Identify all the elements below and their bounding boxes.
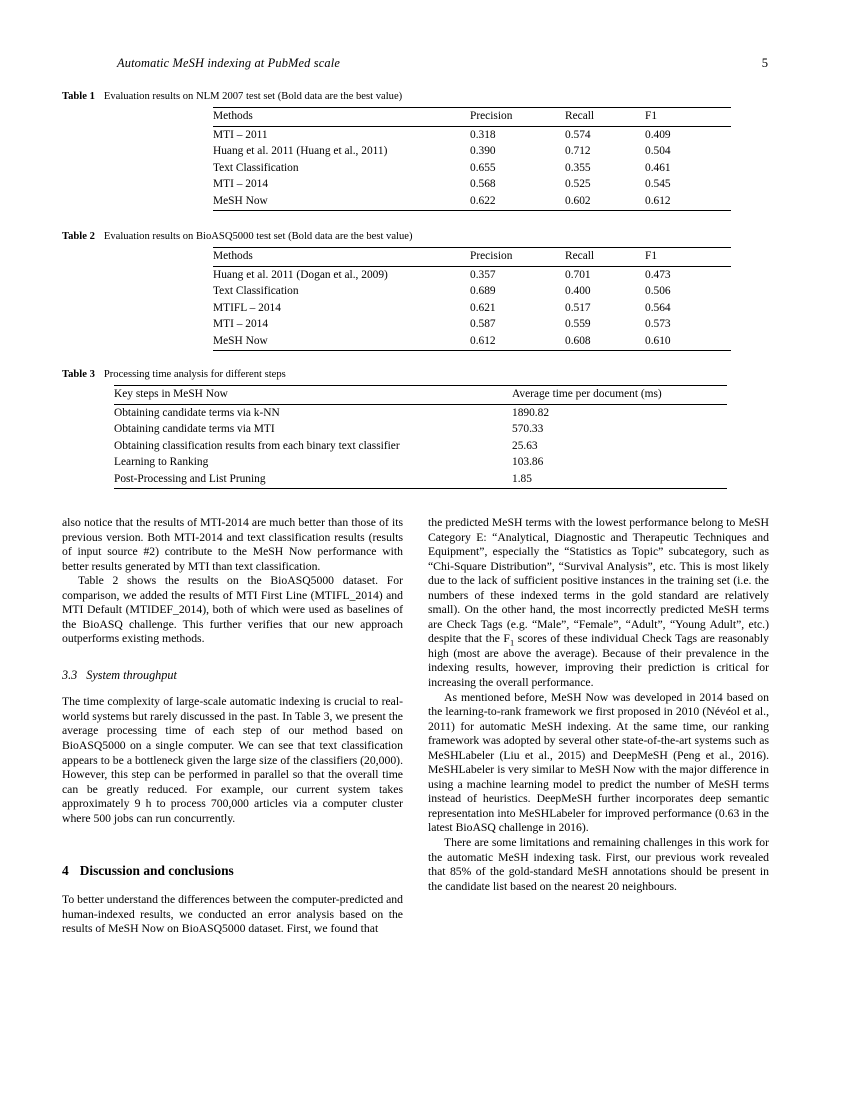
table-cell: MeSH Now [213, 194, 268, 207]
table-2-col-3: F1 [645, 250, 658, 262]
table-3 [114, 385, 727, 489]
table-2-col-0: Methods [213, 250, 253, 262]
table-cell: 0.612 [470, 334, 496, 347]
f1-subscript: 1 [509, 637, 515, 648]
section-heading-3-3 [62, 669, 403, 682]
table-cell: 0.409 [645, 128, 671, 141]
table-row [213, 160, 731, 177]
table-3-col-1: Average time per document (ms) [512, 388, 662, 400]
table-3-col-0: Key steps in MeSH Now [114, 388, 228, 400]
table-cell: 0.525 [565, 178, 591, 191]
table-cell: MTI – 2014 [213, 318, 269, 331]
table-cell: 1890.82 [512, 406, 550, 419]
table-3-caption-text: Processing time analysis for different steps [103, 369, 286, 380]
table-cell: 0.621 [470, 301, 496, 314]
paragraph: As mentioned before, MeSH Now was developed in 2014 based on the learning-to-rank framework we first proposed in 2010 (Névéol et al., 2011) for automatic MeSH indexing. At the same time, our ranking framework was adopted by several other state-of-the-art systems such as MeSHLabeler (Liu et al., 2015) and DeepMeSH (Peng et al., 2016). MeSHLabeler is very similar to MeSH Now with the major difference in using a machine learning model to predict the number of MeSH terms instead of heuristics. DeepMeSH further incorporates deep semantic representation into MeSHLabeler for improved performance (0.63 in the latest BioASQ challenge in 2016). [428, 690, 769, 835]
table-3-body [114, 404, 727, 488]
paragraph: There are some limitations and remaining challenges in this work for the automatic MeSH indexing task. First, our previous work revealed that 85% of the gold-standard MeSH annotations should be present in the candidate list based on the nearest 20 neighbours. [428, 836, 769, 893]
paragraph-part: the predicted MeSH terms with the lowest performance belong to MeSH Category E: “Analytical, Diagnostic and Therapeutic Techniques and Equipment”, especially the “Statistics as Topic” subcategory, such as “Chi-Square Distribution”, “Survival Analysis”, etc. This is most likely due to the lack of sufficient positive instances in the training set (i.e. the numbers of these indexed terms in the gold standard are relatively small). On the other hand, the most incorrectly predicted MeSH terms are Check Tags (e.g. “Male”, “Female”, “Adult”, “Young Adult”, etc.) despite that the F [428, 516, 769, 646]
table-2-body [213, 266, 731, 350]
running-head [62, 56, 768, 74]
table-cell: 0.568 [470, 178, 496, 191]
table-cell: 0.612 [645, 194, 671, 207]
table-cell: 0.545 [645, 178, 671, 191]
table-cell: 0.400 [565, 285, 591, 298]
table-cell: 0.504 [645, 145, 671, 158]
page-number: 5 [761, 56, 768, 70]
table-cell: 0.461 [645, 161, 671, 174]
table-cell: Learning to Ranking [114, 456, 209, 469]
table-row [114, 455, 727, 472]
table-3-block [62, 368, 727, 489]
table-row [213, 193, 731, 211]
table-cell: Text Classification [213, 161, 299, 174]
table-row [213, 266, 731, 283]
paragraph: The time complexity of large-scale automatic indexing is crucial to real-world systems but rarely discussed in the past. In Table 3, we present the average processing time of each step of our method based on BioASQ5000 on a single computer. We can see that text classification appears to be a bottleneck given the large size of the classifiers (20,000). However, this step can be performed in parallel so that the overall time can be greatly reduced. For example, our current system takes approximately 9 h to process 700,000 articles via a computer cluster where 500 jobs can run concurrently. [62, 695, 403, 825]
table-cell: 0.689 [470, 285, 496, 298]
table-1-body [213, 126, 731, 210]
table-row [213, 126, 731, 143]
section-number: 4 [62, 863, 69, 879]
table-1-label: Table 1 [62, 91, 95, 102]
table-row [213, 284, 731, 301]
table-1-col-1: Precision [470, 110, 513, 122]
table-2-block [62, 230, 731, 351]
table-cell: 0.587 [470, 318, 496, 331]
table-2-caption [62, 230, 731, 243]
table-row [213, 144, 731, 161]
table-header-row [213, 108, 731, 127]
section-number: 3.3 [62, 667, 78, 682]
table-row [114, 404, 727, 421]
table-cell: 0.355 [565, 161, 591, 174]
table-row [213, 300, 731, 317]
table-2-head [213, 248, 731, 267]
table-1-col-2: Recall [565, 110, 595, 122]
table-cell: Huang et al. 2011 (Dogan et al., 2009) [213, 268, 388, 281]
table-cell: 0.559 [565, 318, 591, 331]
table-2 [213, 247, 731, 351]
table-2-col-1: Precision [470, 250, 513, 262]
table-cell: MTIFL – 2014 [213, 301, 281, 314]
table-cell: Post-Processing and List Pruning [114, 472, 266, 485]
paragraph-part: scores of these individual Check Tags are reasonably high (most are above the average). Because of their prevalence in the indexing results, however, improving their prediction is critical for increasing the overall performance. [428, 632, 769, 690]
table-2-col-2: Recall [565, 250, 595, 262]
table-1-col-3: F1 [645, 110, 658, 122]
table-1-caption-text: Evaluation results on NLM 2007 test set (Bold data are the best value) [103, 91, 403, 102]
table-row [213, 177, 731, 194]
table-header-row [114, 386, 727, 405]
table-2-label: Table 2 [62, 231, 95, 242]
paragraph: Table 2 shows the results on the BioASQ5000 dataset. For comparison, we added the results of MTI First Line (MTIFL_2014) and MTI Default (MTIDEF_2014), both of which were used as baselines of the BioASQ challenge. This further verifies that our new approach outperforms existing methods. [62, 574, 403, 646]
table-row [114, 438, 727, 455]
table-row [213, 333, 731, 351]
table-cell: 0.622 [470, 194, 496, 207]
paragraph: also notice that the results of MTI-2014 are much better than those of its previous version. Both MTI-2014 and text classification results (results of input source #2) contribute to the MeSH Now performance with better results generated by MTI than text classification. [62, 516, 403, 573]
table-cell: Huang et al. 2011 (Huang et al., 2011) [213, 145, 388, 158]
table-cell: Obtaining candidate terms via k-NN [114, 406, 280, 419]
table-cell: 1.85 [512, 472, 532, 485]
table-cell: 570.33 [512, 423, 544, 436]
table-cell: 0.655 [470, 161, 496, 174]
paragraph [428, 516, 769, 691]
table-row [213, 317, 731, 334]
table-3-caption [62, 368, 727, 381]
table-cell: 0.610 [645, 334, 671, 347]
table-cell: 0.701 [565, 268, 591, 281]
table-cell: MTI – 2014 [213, 178, 269, 191]
table-cell: 0.574 [565, 128, 591, 141]
body-column-right [428, 516, 769, 894]
table-cell: 103.86 [512, 456, 544, 469]
table-cell: 0.357 [470, 268, 496, 281]
table-header-row [213, 248, 731, 267]
table-cell: MeSH Now [213, 334, 268, 347]
section-title: System throughput [86, 667, 177, 682]
section-title: Discussion and conclusions [79, 863, 234, 879]
table-cell: 0.318 [470, 128, 496, 141]
body-column-left [62, 516, 403, 937]
table-row [114, 471, 727, 489]
table-cell: 0.473 [645, 268, 671, 281]
table-cell: 0.517 [565, 301, 591, 314]
table-1-head [213, 108, 731, 127]
table-1-block [62, 90, 731, 211]
paragraph: To better understand the differences between the computer-predicted and human-indexed results, we conducted an error analysis based on the results of MeSH Now on BioASQ5000 dataset. First, we found that [62, 893, 403, 936]
running-head-title: Automatic MeSH indexing at PubMed scale [117, 56, 340, 70]
table-cell: Obtaining candidate terms via MTI [114, 423, 275, 436]
table-cell: 25.63 [512, 439, 538, 452]
table-cell: 0.602 [565, 194, 591, 207]
table-cell: 0.573 [645, 318, 671, 331]
table-cell: MTI – 2011 [213, 128, 268, 141]
table-1-col-0: Methods [213, 110, 253, 122]
table-row [114, 422, 727, 439]
table-2-caption-text: Evaluation results on BioASQ5000 test set (Bold data are the best value) [103, 231, 413, 242]
table-3-label: Table 3 [62, 369, 95, 380]
table-cell: 0.608 [565, 334, 591, 347]
table-cell: Text Classification [213, 285, 299, 298]
table-cell: 0.506 [645, 285, 671, 298]
table-1-caption [62, 90, 731, 103]
table-cell: Obtaining classification results from each binary text classifier [114, 439, 400, 452]
section-heading-4 [62, 864, 403, 879]
table-cell: 0.564 [645, 301, 671, 314]
table-3-head [114, 386, 727, 405]
table-cell: 0.712 [565, 145, 591, 158]
table-cell: 0.390 [470, 145, 496, 158]
table-1 [213, 107, 731, 211]
